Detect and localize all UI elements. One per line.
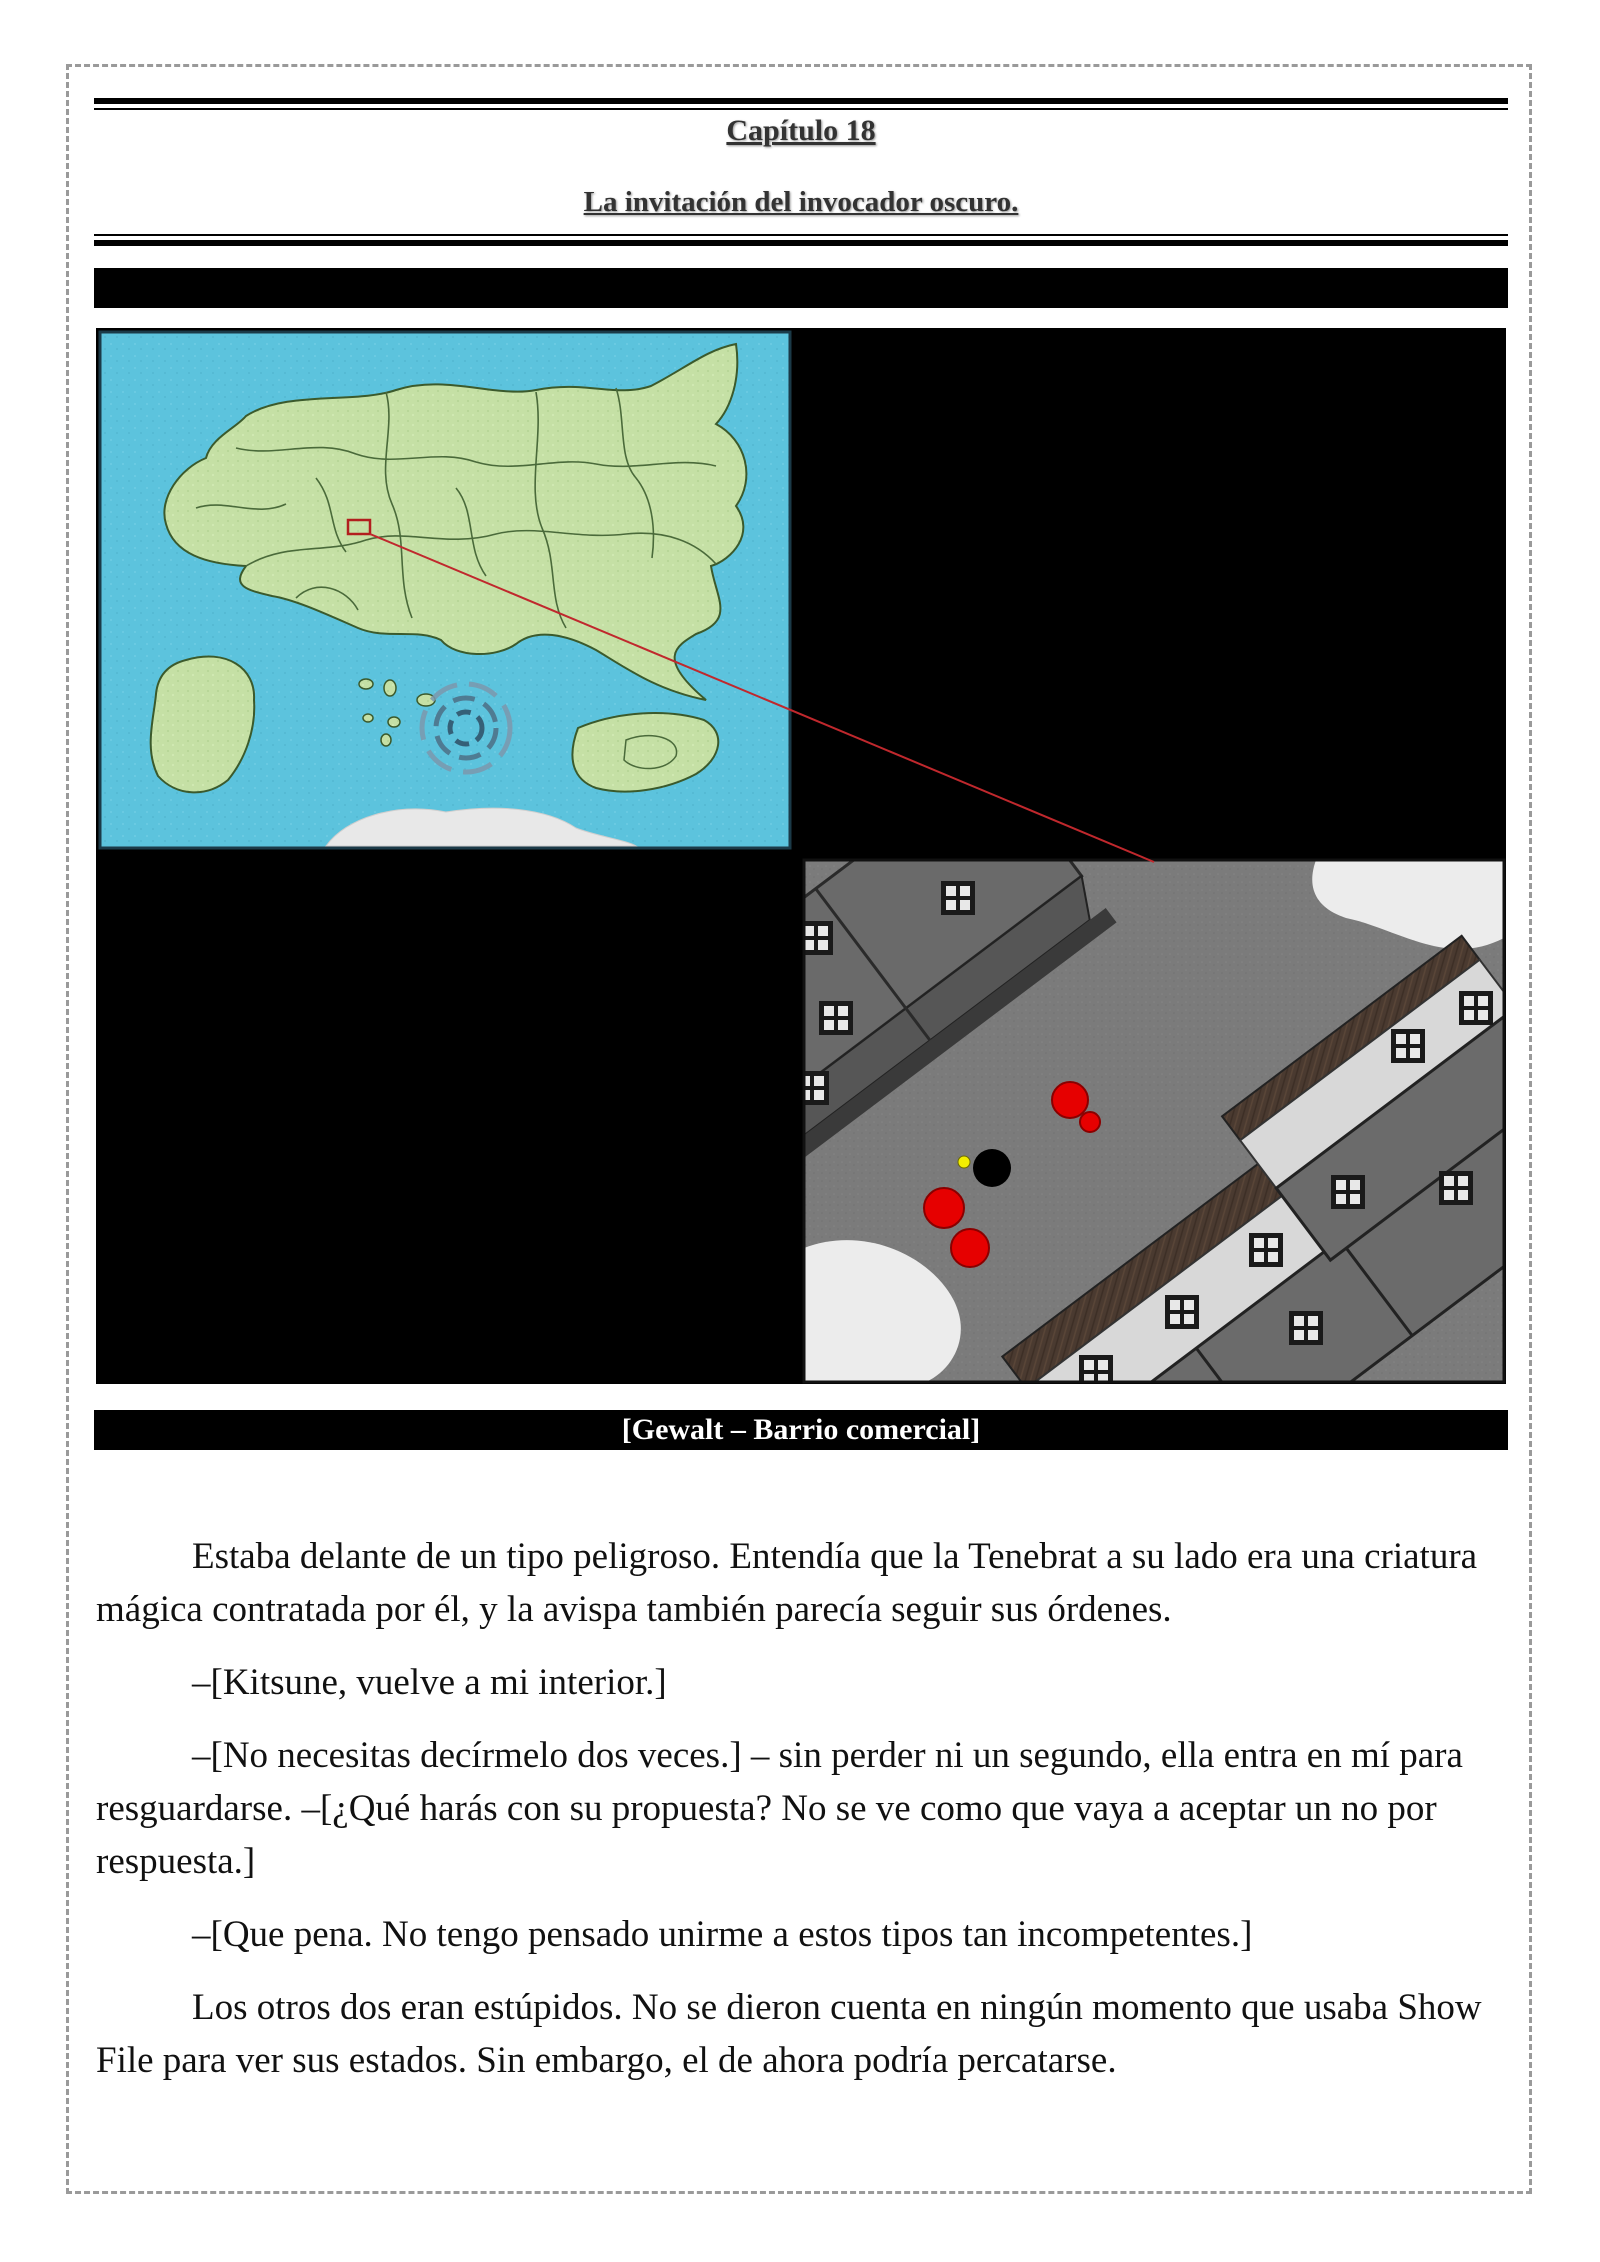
story-text	[96, 1530, 1506, 2107]
map-svg	[96, 328, 1506, 1384]
top-black-bar	[94, 268, 1508, 308]
header-rule-top-thick	[94, 98, 1508, 104]
paragraph: –[Que pena. No tengo pensado unirme a estos tipos tan incompetentes.]	[192, 1914, 1253, 1955]
header-rule-bottom-thin	[94, 234, 1508, 236]
chapter-title: Capítulo 18	[726, 114, 876, 147]
world-map	[100, 332, 790, 848]
paragraph: Los otros dos eran estúpidos. No se dieron cuenta en ningún momento que usaba Show File para ver sus estados. Sin embargo, el de ahora podría percatarse.	[96, 1987, 1482, 2081]
chapter-subtitle: La invitación del invocador oscuro.	[583, 186, 1019, 218]
paragraph: Estaba delante de un tipo peligroso. Entendía que la Tenebrat a su lado era una criatura mágica contratada por él, y la avispa también parecía seguir sus órdenes.	[96, 1536, 1478, 1630]
header-rule-bottom-thick	[94, 240, 1508, 246]
paragraph: –[No necesitas decírmelo dos veces.] – sin perder ni un segundo, ella entra en mí para resguardarse. –[¿Qué harás con su propuesta? No se ve como que vaya a aceptar un no por respuesta.]	[96, 1735, 1463, 1882]
header-rule-top-thin	[94, 108, 1508, 110]
street-closeup	[576, 756, 1506, 1384]
paragraph: –[Kitsune, vuelve a mi interior.]	[192, 1662, 667, 1703]
figure-caption: [Gewalt – Barrio comercial]	[94, 1410, 1508, 1450]
map-illustration	[96, 328, 1506, 1384]
